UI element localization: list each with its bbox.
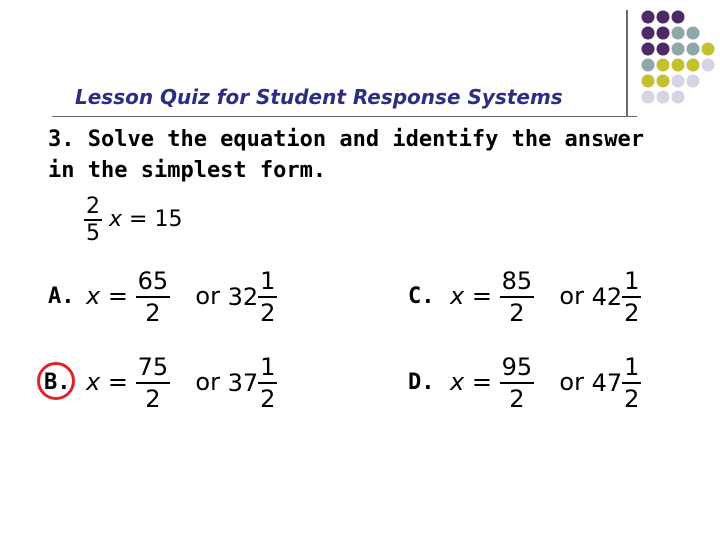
choice-d-numerator: 95: [501, 353, 533, 381]
decorative-dot: [687, 75, 700, 88]
equation-denominator: 5: [86, 221, 100, 246]
choice-b-equals: =: [107, 368, 128, 396]
decorative-dot: [642, 59, 655, 72]
choice-d-fraction: [500, 352, 535, 414]
choice-b-whole: 37: [227, 369, 259, 397]
choice-d-equals: =: [471, 368, 492, 396]
choice-a-equals: =: [107, 282, 128, 310]
choice-b-or: or: [195, 368, 220, 396]
decorative-dot: [672, 75, 685, 88]
decorative-dot: [687, 27, 700, 40]
choice-a-fraction: [136, 266, 171, 328]
decorative-dot: [657, 11, 670, 24]
choice-d-or: or: [559, 368, 584, 396]
decorative-dot: [642, 11, 655, 24]
choice-c-proper-fraction: [622, 266, 641, 328]
choice-b-expression[interactable]: [86, 352, 277, 414]
choice-c-equals: =: [471, 282, 492, 310]
decorative-dot: [672, 11, 685, 24]
decorative-dot: [702, 59, 715, 72]
page-title: Lesson Quiz for Student Response Systems: [75, 85, 563, 109]
choice-b-numerator: 75: [137, 353, 169, 381]
choice-b-proper-fraction: [258, 352, 277, 414]
choice-d-proper-fraction: [622, 352, 641, 414]
choice-a-or: or: [195, 282, 220, 310]
choice-d-letter[interactable]: D.: [408, 370, 435, 395]
choice-a-fraction-numerator: 1: [260, 267, 276, 295]
decorative-dot: [657, 27, 670, 40]
choice-c-letter[interactable]: C.: [408, 284, 435, 309]
choice-a-proper-fraction: [258, 266, 277, 328]
choice-c-numerator: 85: [501, 267, 533, 295]
decorative-dot: [642, 27, 655, 40]
choice-c-variable: x: [450, 282, 465, 310]
choice-b-variable: x: [86, 368, 101, 396]
decorative-dot: [657, 43, 670, 56]
decorative-dot: [687, 43, 700, 56]
equation-variable: x: [109, 207, 123, 232]
choice-c-mixed-number: [592, 266, 642, 328]
choice-d-fraction-numerator: 1: [624, 353, 640, 381]
choice-a-denominator: 2: [145, 299, 161, 327]
choice-b-fraction-denominator: 2: [260, 385, 276, 413]
decorative-dot: [657, 75, 670, 88]
question-line-2: in the simplest form.: [48, 158, 327, 183]
question-line-1: 3. Solve the equation and identify the answer: [48, 127, 645, 152]
decorative-dot: [687, 59, 700, 72]
equation-fraction: [84, 194, 102, 246]
choice-b-letter[interactable]: B.: [44, 370, 71, 395]
choice-b-mixed-number: [228, 352, 278, 414]
choice-d-whole: 47: [591, 369, 623, 397]
decorative-dot: [672, 91, 685, 104]
choice-d-variable: x: [450, 368, 465, 396]
choice-b-denominator: 2: [145, 385, 161, 413]
choice-c-fraction: [500, 266, 535, 328]
choice-a-mixed-number: [228, 266, 278, 328]
choice-c-fraction-numerator: 1: [624, 267, 640, 295]
choice-a-fraction-denominator: 2: [260, 299, 276, 327]
choice-a-whole: 32: [227, 283, 259, 311]
choice-a-expression[interactable]: [86, 266, 277, 328]
decorative-dot: [657, 59, 670, 72]
choice-c-whole: 42: [591, 283, 623, 311]
choice-b-fraction-numerator: 1: [260, 353, 276, 381]
equation-rhs: = 15: [129, 207, 183, 232]
choice-d-mixed-number: [592, 352, 642, 414]
decorative-dot: [672, 43, 685, 56]
choice-d-fraction-denominator: 2: [624, 385, 640, 413]
choice-b-fraction: [136, 352, 171, 414]
choice-d-expression[interactable]: [450, 352, 641, 414]
choice-c-denominator: 2: [509, 299, 525, 327]
choice-a-numerator: 65: [137, 267, 169, 295]
choice-c-fraction-denominator: 2: [624, 299, 640, 327]
decorative-dot: [672, 59, 685, 72]
decorative-dot: [657, 91, 670, 104]
choice-c-expression[interactable]: [450, 266, 641, 328]
equation: [84, 194, 182, 246]
decorative-dot: [702, 43, 715, 56]
choice-a-variable: x: [86, 282, 101, 310]
question-text: [48, 124, 688, 186]
choice-d-denominator: 2: [509, 385, 525, 413]
decorative-dot: [642, 43, 655, 56]
horizontal-divider: [52, 116, 637, 117]
decorative-dot: [672, 27, 685, 40]
choice-a-letter[interactable]: A.: [48, 284, 75, 309]
equation-numerator: 2: [86, 194, 100, 219]
choice-c-or: or: [559, 282, 584, 310]
